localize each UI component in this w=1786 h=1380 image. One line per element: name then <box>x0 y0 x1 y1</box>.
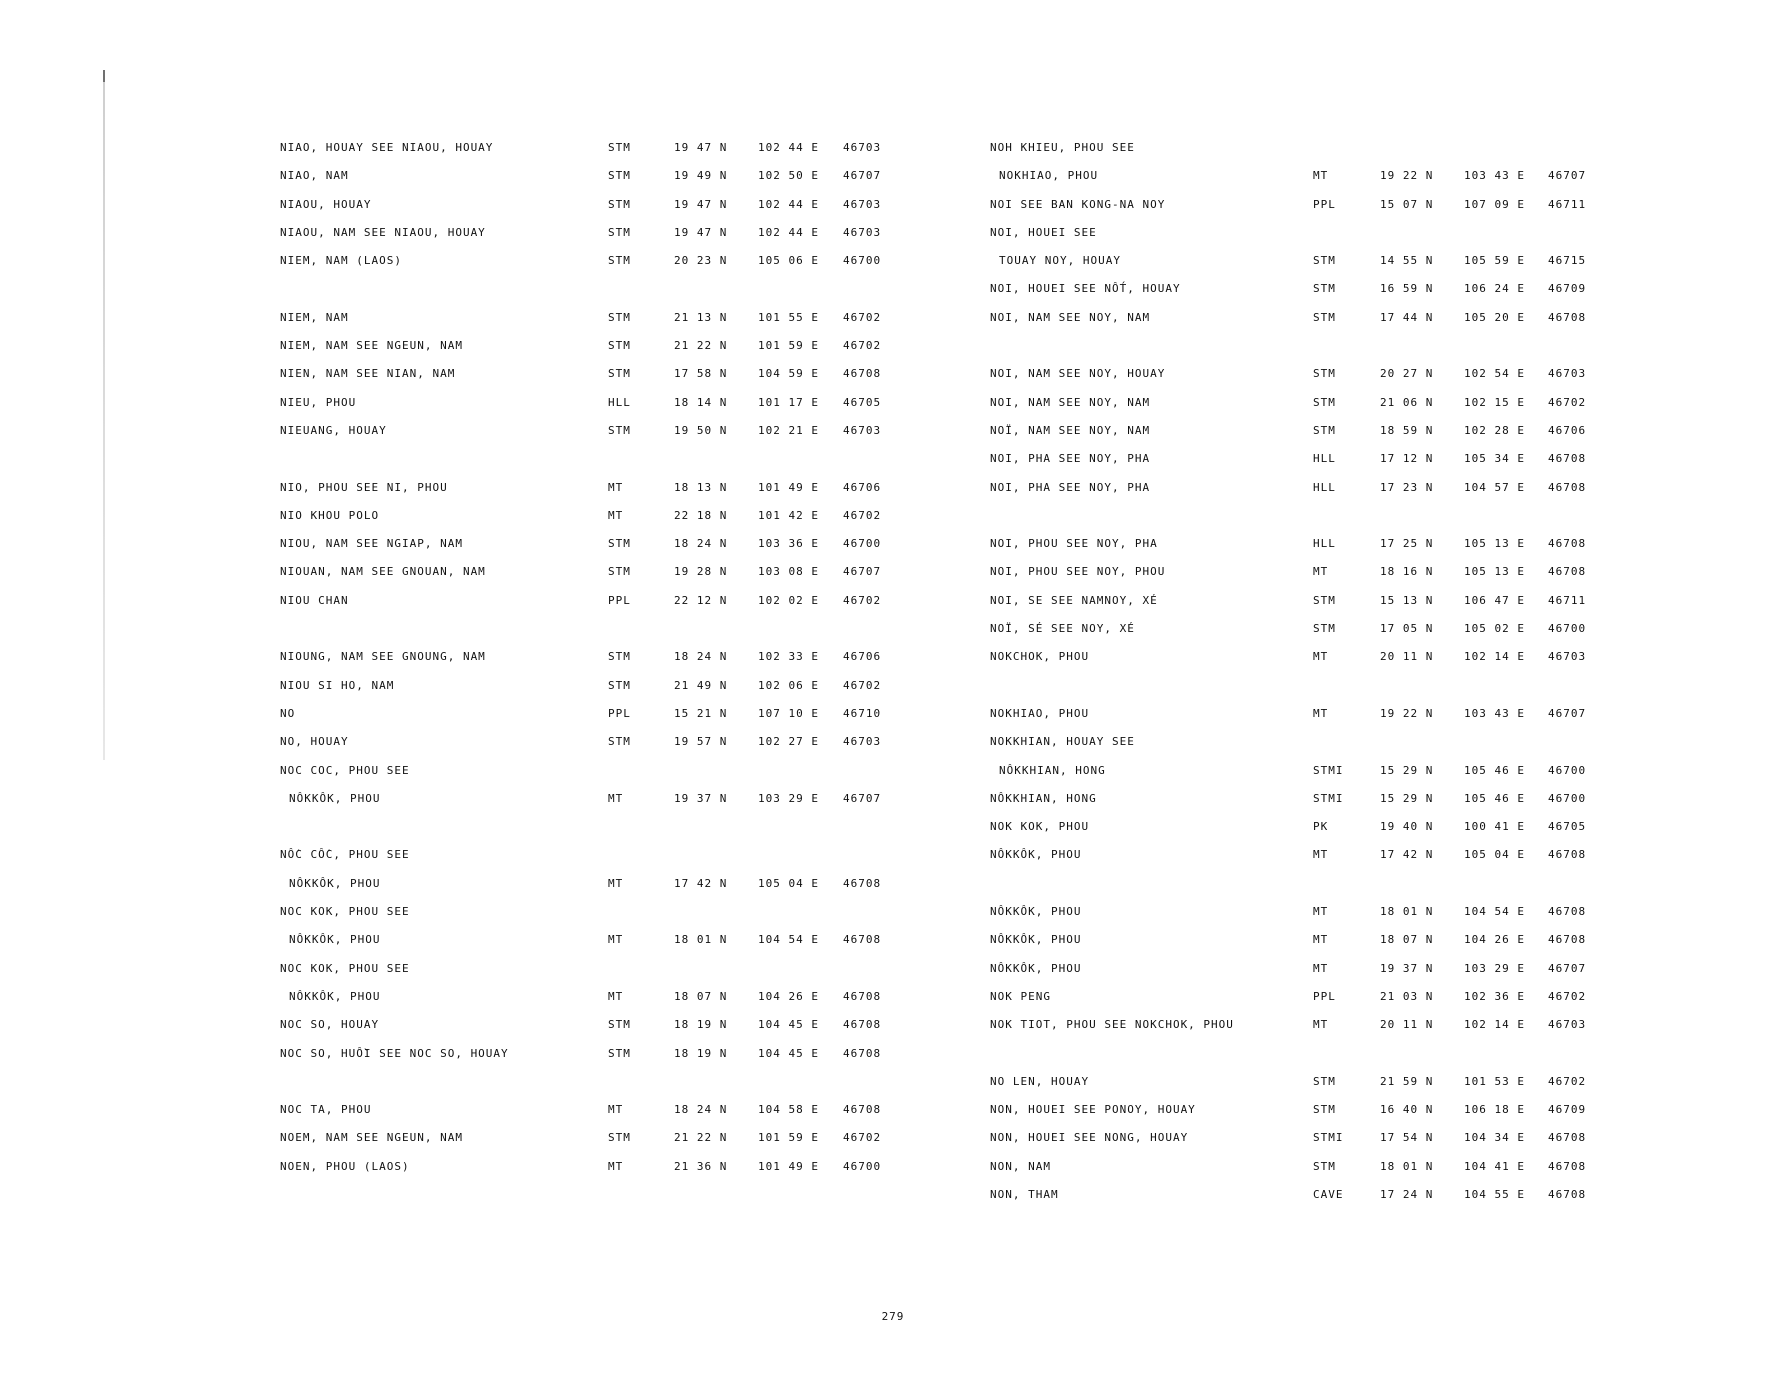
feature-type: STM <box>608 225 631 239</box>
longitude: 104 59 E <box>758 367 819 381</box>
feature-type: MT <box>1313 650 1329 664</box>
feature-type: MT <box>608 876 624 890</box>
map-code: 46703 <box>843 423 882 437</box>
latitude: 19 50 N <box>674 423 728 437</box>
feature-type: STM <box>608 141 631 154</box>
latitude: 19 37 N <box>1380 961 1434 975</box>
place-name: NIOU CHAN <box>280 593 349 607</box>
longitude: 102 27 E <box>758 735 819 749</box>
map-code: 46702 <box>843 310 882 324</box>
place-name: NỐC CỐC, PHOU SEE <box>280 848 410 862</box>
longitude: 104 55 E <box>1464 1187 1525 1201</box>
longitude: 100 41 E <box>1464 820 1525 834</box>
latitude: 18 01 N <box>674 933 728 947</box>
longitude: 101 49 E <box>758 1159 819 1173</box>
latitude: 15 29 N <box>1380 763 1434 777</box>
feature-type: PK <box>1313 820 1329 834</box>
place-name: NIAO, NAM <box>280 169 349 183</box>
feature-type: STM <box>608 537 631 551</box>
feature-type: PPL <box>608 593 631 607</box>
place-name: NOKHIAO, PHOU <box>990 706 1090 720</box>
feature-type: STM <box>1313 622 1336 636</box>
map-code: 46707 <box>843 565 882 579</box>
place-name: NOEN, PHOU (LAOS) <box>280 1159 410 1173</box>
feature-type: STM <box>1313 395 1336 409</box>
map-code: 46708 <box>1548 848 1587 862</box>
latitude: 17 24 N <box>1380 1187 1434 1201</box>
map-code: 46707 <box>1548 169 1587 183</box>
map-code: 46703 <box>843 141 882 154</box>
place-name: NOÏ, NAM SEE NOY, NAM <box>990 423 1151 437</box>
map-code: 46707 <box>843 791 882 805</box>
longitude: 105 34 E <box>1464 452 1525 466</box>
latitude: 18 01 N <box>1380 905 1434 919</box>
place-name: NÔKKÔK, PHOU <box>990 933 1082 947</box>
latitude: 18 13 N <box>674 480 728 494</box>
place-name: NOK TIOT, PHOU SEE NOKCHOK, PHOU <box>990 1018 1234 1032</box>
place-name: NÔKKHIAN, HONG <box>999 763 1106 777</box>
feature-type: STM <box>608 310 631 324</box>
map-code: 46700 <box>1548 791 1587 805</box>
latitude: 18 59 N <box>1380 423 1434 437</box>
feature-type: STMI <box>1313 791 1344 805</box>
latitude: 19 28 N <box>674 565 728 579</box>
margin-scan-mark <box>103 70 105 760</box>
latitude: 22 12 N <box>674 593 728 607</box>
place-name: NOKKHIAN, HOUAY SEE <box>990 735 1135 749</box>
latitude: 18 07 N <box>1380 933 1434 947</box>
place-name: NÔKKÔK, PHOU <box>289 989 381 1003</box>
place-name: NIOU SI HO, NAM <box>280 678 395 692</box>
latitude: 20 23 N <box>674 254 728 268</box>
place-name: NON, THAM <box>990 1187 1059 1201</box>
latitude: 17 58 N <box>674 367 728 381</box>
latitude: 17 23 N <box>1380 480 1434 494</box>
place-name: NOC COC, PHOU SEE <box>280 763 410 777</box>
latitude: 21 59 N <box>1380 1074 1434 1088</box>
map-code: 46702 <box>843 339 882 353</box>
longitude: 104 34 E <box>1464 1131 1525 1145</box>
place-name: NOEM, NAM SEE NGEUN, NAM <box>280 1131 463 1145</box>
latitude: 19 57 N <box>674 735 728 749</box>
latitude: 19 37 N <box>674 791 728 805</box>
place-name: NOI, NAM SEE NOY, NAM <box>990 395 1151 409</box>
map-code: 46706 <box>843 480 882 494</box>
map-code: 46703 <box>1548 650 1587 664</box>
map-code: 46707 <box>1548 961 1587 975</box>
map-code: 46706 <box>843 650 882 664</box>
longitude: 103 29 E <box>1464 961 1525 975</box>
place-name: NIEM, NAM <box>280 310 349 324</box>
feature-type: STM <box>1313 1159 1336 1173</box>
longitude: 102 02 E <box>758 593 819 607</box>
map-code: 46703 <box>1548 367 1587 381</box>
feature-type: STM <box>608 339 631 353</box>
latitude: 16 59 N <box>1380 282 1434 296</box>
feature-type: MT <box>1313 706 1329 720</box>
feature-type: STM <box>608 678 631 692</box>
feature-type: STM <box>608 1131 631 1145</box>
longitude: 105 46 E <box>1464 791 1525 805</box>
feature-type: STM <box>608 1018 631 1032</box>
latitude: 18 24 N <box>674 650 728 664</box>
feature-type: STMI <box>1313 1131 1344 1145</box>
latitude: 18 01 N <box>1380 1159 1434 1173</box>
place-name: NOI, PHA SEE NOY, PHA <box>990 480 1151 494</box>
longitude: 104 58 E <box>758 1103 819 1117</box>
place-name: NÔKKÔK, PHOU <box>289 876 381 890</box>
longitude: 102 50 E <box>758 169 819 183</box>
map-code: 46703 <box>843 735 882 749</box>
page-number: 279 <box>881 1310 905 1323</box>
latitude: 18 24 N <box>674 1103 728 1117</box>
place-name: NOI, SE SEE NAMNOY, XÉ <box>990 593 1158 607</box>
latitude: 19 47 N <box>674 197 728 211</box>
longitude: 101 59 E <box>758 1131 819 1145</box>
map-code: 46715 <box>1548 254 1587 268</box>
feature-type: STM <box>1313 282 1336 296</box>
longitude: 101 42 E <box>758 508 819 522</box>
latitude: 20 27 N <box>1380 367 1434 381</box>
latitude: 19 40 N <box>1380 820 1434 834</box>
longitude: 104 45 E <box>758 1018 819 1032</box>
place-name: NÔKKHIAN, HONG <box>990 791 1097 805</box>
latitude: 20 11 N <box>1380 1018 1434 1032</box>
map-code: 46711 <box>1548 197 1587 211</box>
longitude: 102 33 E <box>758 650 819 664</box>
feature-type: PPL <box>1313 197 1336 211</box>
place-name: NÔKKÔK, PHOU <box>990 905 1082 919</box>
longitude: 104 41 E <box>1464 1159 1525 1173</box>
longitude: 105 59 E <box>1464 254 1525 268</box>
feature-type: MT <box>1313 565 1329 579</box>
map-code: 46703 <box>843 225 882 239</box>
place-name: NOI, NAM SEE NOY, HOUAY <box>990 367 1166 381</box>
longitude: 104 45 E <box>758 1046 819 1060</box>
longitude: 105 46 E <box>1464 763 1525 777</box>
longitude: 107 10 E <box>758 706 819 720</box>
place-name: NOC KOK, PHOU SEE <box>280 905 410 919</box>
longitude: 106 18 E <box>1464 1103 1525 1117</box>
longitude: 101 49 E <box>758 480 819 494</box>
feature-type: HLL <box>1313 537 1336 551</box>
map-code: 46708 <box>1548 565 1587 579</box>
longitude: 104 54 E <box>758 933 819 947</box>
map-code: 46702 <box>1548 395 1587 409</box>
latitude: 19 47 N <box>674 141 728 154</box>
longitude: 105 13 E <box>1464 565 1525 579</box>
latitude: 18 24 N <box>674 537 728 551</box>
longitude: 104 26 E <box>758 989 819 1003</box>
longitude: 105 06 E <box>758 254 819 268</box>
latitude: 21 13 N <box>674 310 728 324</box>
map-code: 46709 <box>1548 1103 1587 1117</box>
map-code: 46708 <box>843 1018 882 1032</box>
latitude: 21 36 N <box>674 1159 728 1173</box>
longitude: 101 59 E <box>758 339 819 353</box>
place-name: NOC SO, HOUAY <box>280 1018 380 1032</box>
feature-type: STM <box>1313 367 1336 381</box>
place-name: NOC SO, HUỒI SEE NOC SO, HOUAY <box>280 1046 509 1060</box>
longitude: 105 13 E <box>1464 537 1525 551</box>
longitude: 103 08 E <box>758 565 819 579</box>
longitude: 103 43 E <box>1464 169 1525 183</box>
latitude: 18 07 N <box>674 989 728 1003</box>
feature-type: STM <box>608 565 631 579</box>
feature-type: MT <box>1313 1018 1329 1032</box>
latitude: 14 55 N <box>1380 254 1434 268</box>
map-code: 46702 <box>1548 989 1587 1003</box>
feature-type: MT <box>1313 905 1329 919</box>
feature-type: STM <box>608 197 631 211</box>
place-name: NOI, NAM SEE NOY, NAM <box>990 310 1151 324</box>
place-name: NON, HOUEI SEE PONOY, HOUAY <box>990 1103 1196 1117</box>
feature-type: MT <box>608 480 624 494</box>
latitude: 20 11 N <box>1380 650 1434 664</box>
feature-type: MT <box>608 1103 624 1117</box>
place-name: NO LEN, HOUAY <box>990 1074 1090 1088</box>
latitude: 21 03 N <box>1380 989 1434 1003</box>
latitude: 18 19 N <box>674 1018 728 1032</box>
latitude: 15 29 N <box>1380 791 1434 805</box>
place-name: NOK KOK, PHOU <box>990 820 1090 834</box>
place-name: NOC KOK, PHOU SEE <box>280 961 410 975</box>
longitude: 104 26 E <box>1464 933 1525 947</box>
place-name: NOKCHOK, PHOU <box>990 650 1090 664</box>
feature-type: STM <box>608 254 631 268</box>
longitude: 102 06 E <box>758 678 819 692</box>
place-name: NO, HOUAY <box>280 735 349 749</box>
map-code: 46705 <box>843 395 882 409</box>
place-name: NOKHIAO, PHOU <box>999 169 1099 183</box>
feature-type: STM <box>608 423 631 437</box>
map-code: 46707 <box>1548 706 1587 720</box>
feature-type: MT <box>1313 961 1329 975</box>
place-name: NON, NAM <box>990 1159 1051 1173</box>
latitude: 22 18 N <box>674 508 728 522</box>
longitude: 102 44 E <box>758 225 819 239</box>
map-code: 46708 <box>843 989 882 1003</box>
latitude: 19 47 N <box>674 225 728 239</box>
latitude: 18 14 N <box>674 395 728 409</box>
map-code: 46709 <box>1548 282 1587 296</box>
place-name: NÔKKÔK, PHOU <box>289 933 381 947</box>
place-name: NON, HOUEI SEE NONG, HOUAY <box>990 1131 1189 1145</box>
latitude: 15 07 N <box>1380 197 1434 211</box>
place-name: NIOUNG, NAM SEE GNOUNG, NAM <box>280 650 486 664</box>
feature-type: STM <box>1313 593 1336 607</box>
latitude: 17 42 N <box>674 876 728 890</box>
map-code: 46708 <box>843 933 882 947</box>
feature-type: STM <box>1313 423 1336 437</box>
latitude: 17 05 N <box>1380 622 1434 636</box>
latitude: 17 44 N <box>1380 310 1434 324</box>
map-code: 46708 <box>1548 537 1587 551</box>
feature-type: STM <box>1313 310 1336 324</box>
map-code: 46708 <box>1548 480 1587 494</box>
latitude: 21 06 N <box>1380 395 1434 409</box>
latitude: 17 12 N <box>1380 452 1434 466</box>
latitude: 16 40 N <box>1380 1103 1434 1117</box>
place-name: NOI, PHOU SEE NOY, PHOU <box>990 565 1166 579</box>
map-code: 46708 <box>1548 933 1587 947</box>
map-code: 46702 <box>843 678 882 692</box>
feature-type: STM <box>608 1046 631 1060</box>
place-name: TOUAY NOY, HOUAY <box>999 254 1121 268</box>
map-code: 46708 <box>1548 905 1587 919</box>
latitude: 21 49 N <box>674 678 728 692</box>
longitude: 103 29 E <box>758 791 819 805</box>
longitude: 101 55 E <box>758 310 819 324</box>
latitude: 15 21 N <box>674 706 728 720</box>
map-code: 46700 <box>843 537 882 551</box>
longitude: 102 54 E <box>1464 367 1525 381</box>
place-name: NIAOU, HOUAY <box>280 197 372 211</box>
map-code: 46708 <box>843 1103 882 1117</box>
feature-type: STM <box>1313 1103 1336 1117</box>
place-name: NOC TA, PHOU <box>280 1103 372 1117</box>
place-name: NO <box>280 706 296 720</box>
map-code: 46708 <box>1548 1159 1587 1173</box>
place-name: NIEM, NAM (LAOS) <box>280 254 402 268</box>
latitude: 15 13 N <box>1380 593 1434 607</box>
map-code: 46700 <box>843 1159 882 1173</box>
map-code: 46708 <box>1548 452 1587 466</box>
place-name: NIEU, PHOU <box>280 395 357 409</box>
place-name: NOI SEE BAN KONG-NA NOY <box>990 197 1166 211</box>
feature-type: MT <box>1313 169 1329 183</box>
feature-type: HLL <box>608 395 631 409</box>
longitude: 101 53 E <box>1464 1074 1525 1088</box>
longitude: 107 09 E <box>1464 197 1525 211</box>
feature-type: HLL <box>1313 480 1336 494</box>
feature-type: STM <box>608 169 631 183</box>
place-name: NOI, HOUEI SEE <box>990 225 1097 239</box>
latitude: 17 25 N <box>1380 537 1434 551</box>
place-name: NOÏ, SÉ SEE NOY, XÉ <box>990 622 1135 636</box>
longitude: 106 24 E <box>1464 282 1525 296</box>
longitude: 105 02 E <box>1464 622 1525 636</box>
place-name: NIO, PHOU SEE NI, PHOU <box>280 480 448 494</box>
feature-type: STM <box>1313 1074 1336 1088</box>
place-name: NÔKKÔK, PHOU <box>289 791 381 805</box>
place-name: NIEUANG, HOUAY <box>280 423 387 437</box>
place-name: NIO KHOU POLO <box>280 508 380 522</box>
feature-type: MT <box>608 989 624 1003</box>
map-code: 46703 <box>843 197 882 211</box>
map-code: 46702 <box>1548 1074 1587 1088</box>
longitude: 102 36 E <box>1464 989 1525 1003</box>
latitude: 17 54 N <box>1380 1131 1434 1145</box>
place-name: NOI, PHA SEE NOY, PHA <box>990 452 1151 466</box>
feature-type: PPL <box>608 706 631 720</box>
longitude: 105 04 E <box>758 876 819 890</box>
latitude: 21 22 N <box>674 1131 728 1145</box>
place-name: NOH KHIEU, PHOU SEE <box>990 141 1135 154</box>
longitude: 105 20 E <box>1464 310 1525 324</box>
feature-type: MT <box>608 1159 624 1173</box>
map-code: 46708 <box>1548 1187 1587 1201</box>
feature-type: MT <box>1313 933 1329 947</box>
longitude: 104 54 E <box>1464 905 1525 919</box>
feature-type: MT <box>608 508 624 522</box>
feature-type: CAVE <box>1313 1187 1344 1201</box>
place-name: NOI, HOUEI SEE NÔT́, HOUAY <box>990 282 1181 296</box>
feature-type: STM <box>1313 254 1336 268</box>
feature-type: MT <box>608 933 624 947</box>
longitude: 105 04 E <box>1464 848 1525 862</box>
longitude: 102 14 E <box>1464 650 1525 664</box>
feature-type: STMI <box>1313 763 1344 777</box>
longitude: 102 21 E <box>758 423 819 437</box>
longitude: 102 14 E <box>1464 1018 1525 1032</box>
map-code: 46708 <box>1548 1131 1587 1145</box>
map-code: 46703 <box>1548 1018 1587 1032</box>
latitude: 17 42 N <box>1380 848 1434 862</box>
latitude: 19 49 N <box>674 169 728 183</box>
place-name: NIOU, NAM SEE NGIAP, NAM <box>280 537 463 551</box>
map-code: 46708 <box>843 367 882 381</box>
feature-type: MT <box>608 791 624 805</box>
feature-type: STM <box>608 735 631 749</box>
map-code: 46708 <box>843 1046 882 1060</box>
longitude: 102 44 E <box>758 141 819 154</box>
map-code: 46708 <box>843 876 882 890</box>
map-code: 46702 <box>843 593 882 607</box>
map-code: 46702 <box>843 1131 882 1145</box>
longitude: 103 43 E <box>1464 706 1525 720</box>
map-code: 46707 <box>843 169 882 183</box>
map-code: 46700 <box>1548 622 1587 636</box>
longitude: 106 47 E <box>1464 593 1525 607</box>
place-name: NÔKKÔK, PHOU <box>990 848 1082 862</box>
longitude: 102 44 E <box>758 197 819 211</box>
place-name: NÔKKÔK, PHOU <box>990 961 1082 975</box>
feature-type: PPL <box>1313 989 1336 1003</box>
map-code: 46702 <box>843 508 882 522</box>
place-name: NIAOU, NAM SEE NIAOU, HOUAY <box>280 225 486 239</box>
latitude: 19 22 N <box>1380 169 1434 183</box>
place-name: NOI, PHOU SEE NOY, PHA <box>990 537 1158 551</box>
latitude: 19 22 N <box>1380 706 1434 720</box>
map-code: 46700 <box>843 254 882 268</box>
map-code: 46706 <box>1548 423 1587 437</box>
longitude: 103 36 E <box>758 537 819 551</box>
place-name: NIAO, HOUAY SEE NIAOU, HOUAY <box>280 141 494 154</box>
map-code: 46711 <box>1548 593 1587 607</box>
feature-type: MT <box>1313 848 1329 862</box>
place-name: NIEN, NAM SEE NIAN, NAM <box>280 367 456 381</box>
feature-type: STM <box>608 650 631 664</box>
feature-type: STM <box>608 367 631 381</box>
longitude: 104 57 E <box>1464 480 1525 494</box>
place-name: NOK PENG <box>990 989 1051 1003</box>
longitude: 102 15 E <box>1464 395 1525 409</box>
longitude: 101 17 E <box>758 395 819 409</box>
map-code: 46705 <box>1548 820 1587 834</box>
place-name: NIOUAN, NAM SEE GNOUAN, NAM <box>280 565 486 579</box>
place-name: NIEM, NAM SEE NGEUN, NAM <box>280 339 463 353</box>
latitude: 18 16 N <box>1380 565 1434 579</box>
latitude: 21 22 N <box>674 339 728 353</box>
longitude: 102 28 E <box>1464 423 1525 437</box>
map-code: 46708 <box>1548 310 1587 324</box>
feature-type: HLL <box>1313 452 1336 466</box>
map-code: 46710 <box>843 706 882 720</box>
map-code: 46700 <box>1548 763 1587 777</box>
latitude: 18 19 N <box>674 1046 728 1060</box>
